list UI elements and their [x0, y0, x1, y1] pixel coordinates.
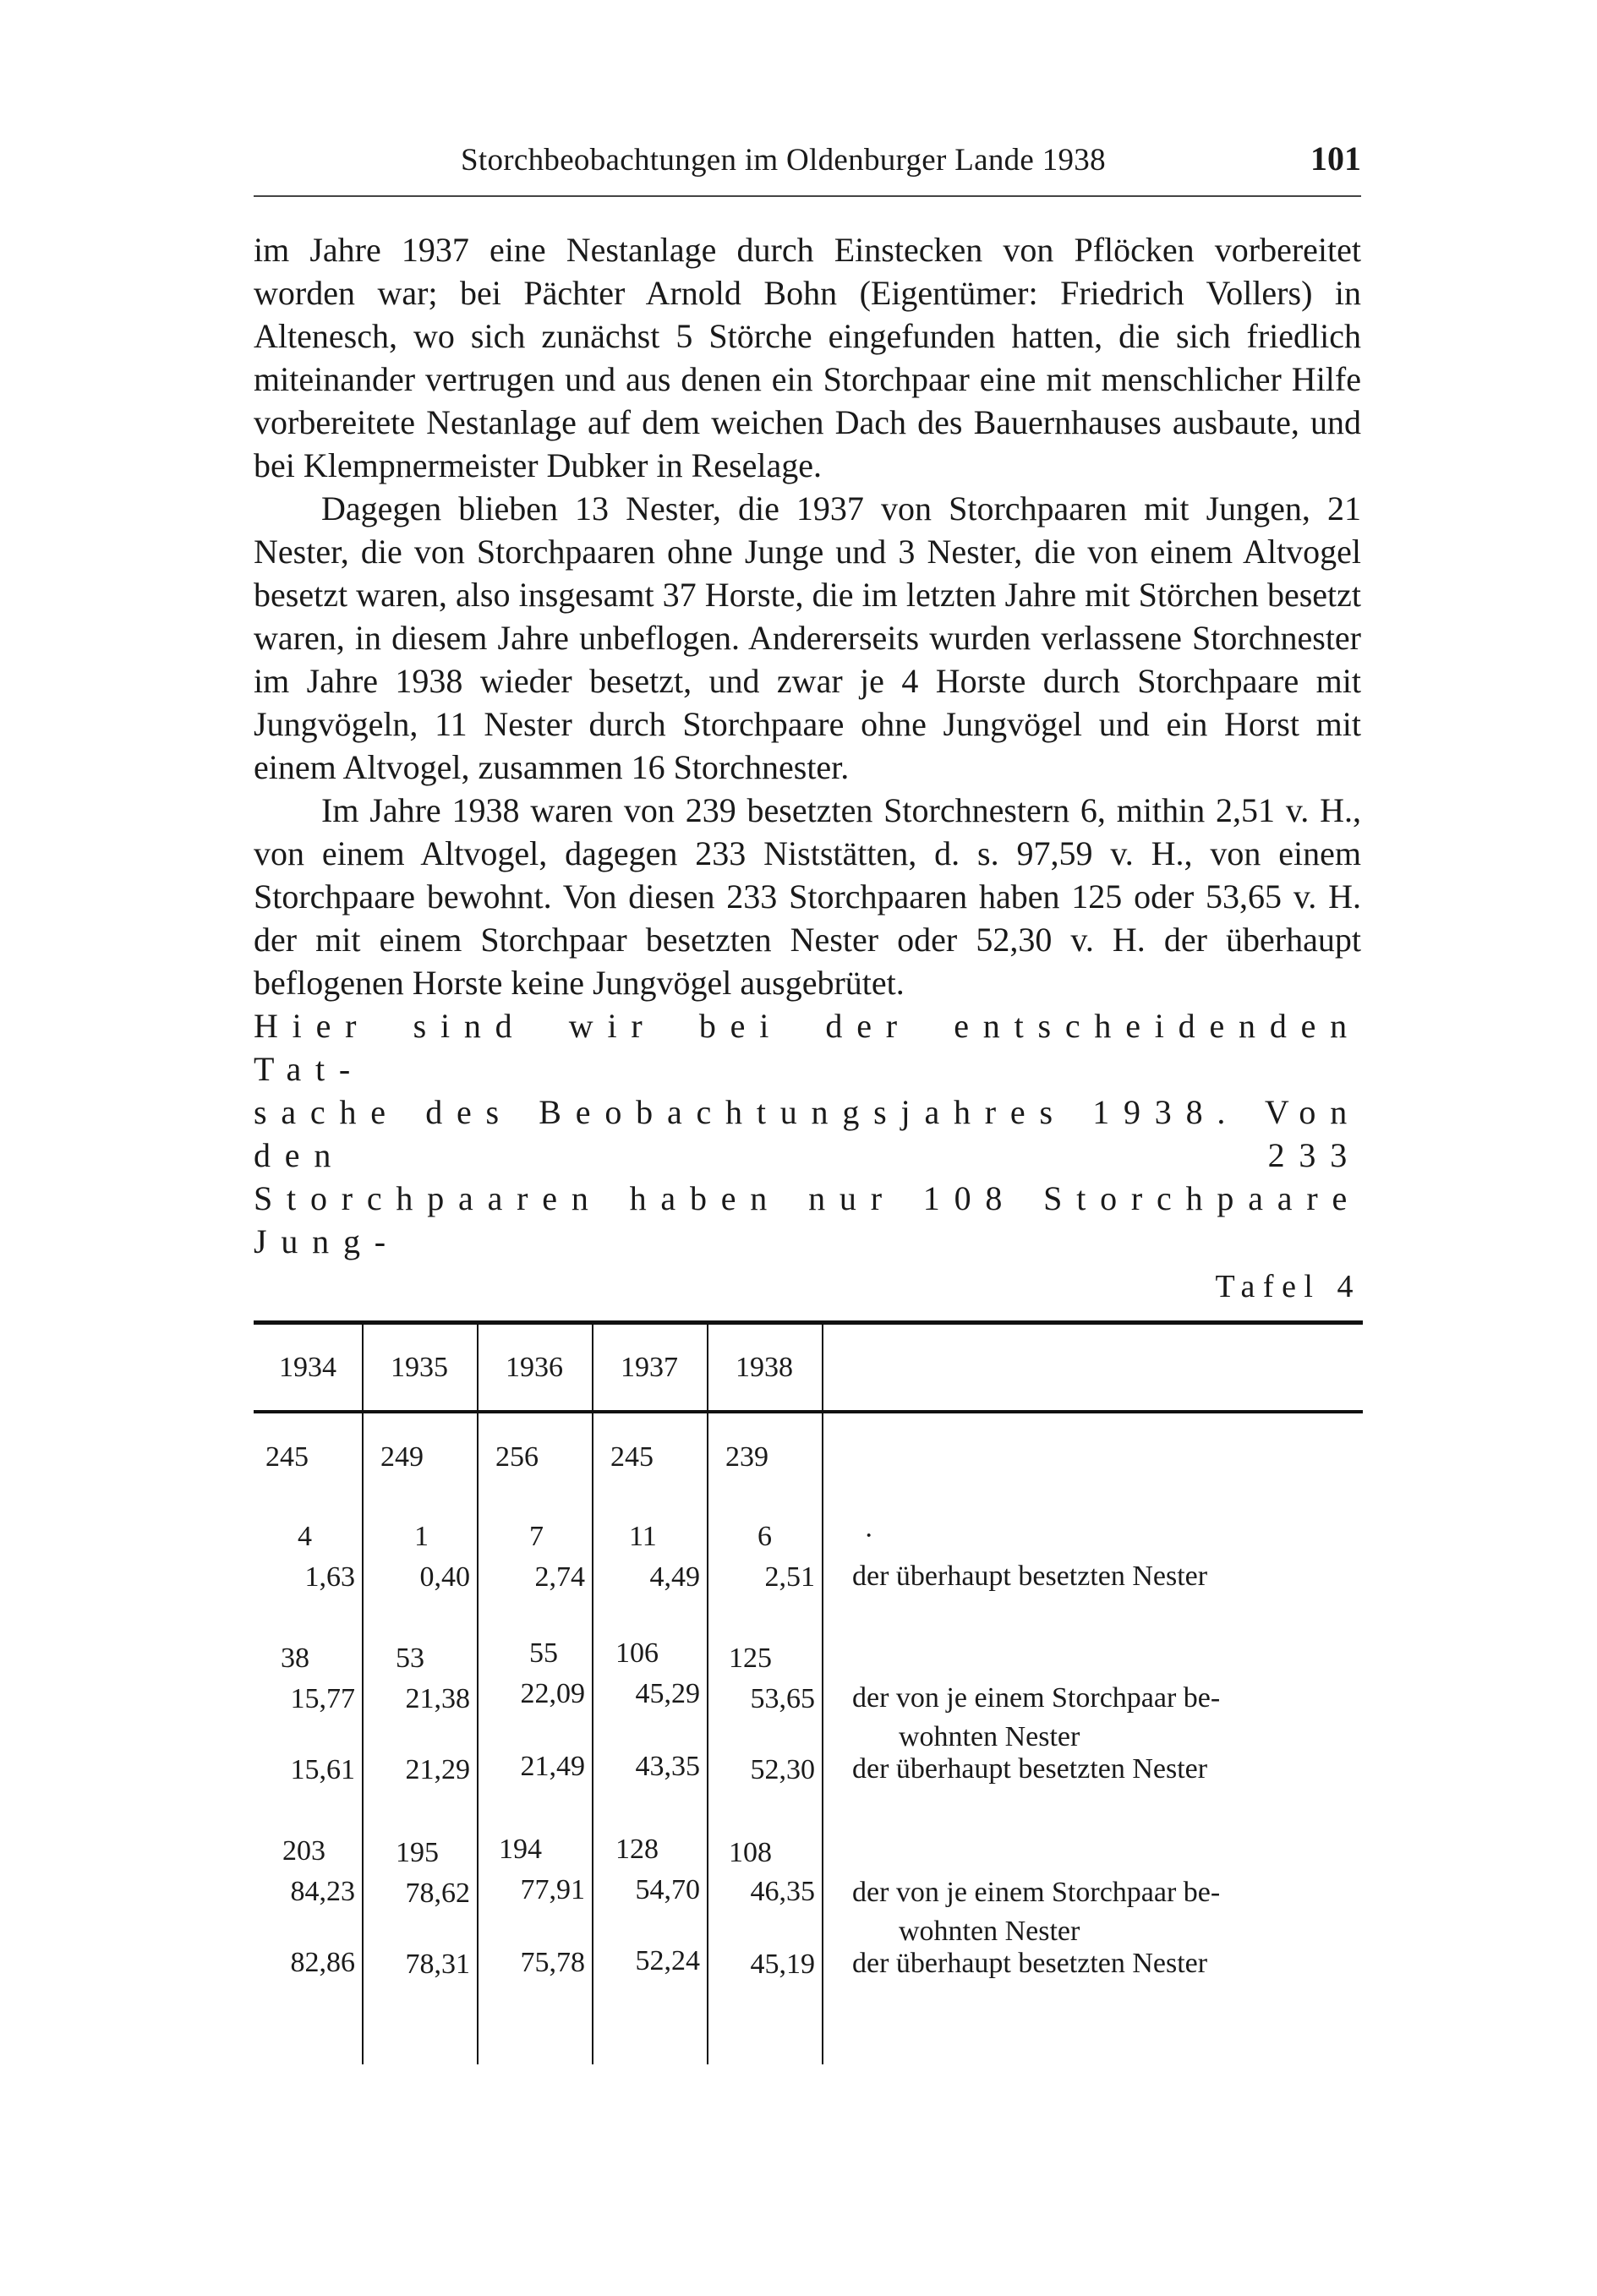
table-cell: 2,74 [534, 1561, 585, 1593]
table-cell: 256 [495, 1441, 539, 1473]
table-cell: 0,40 [419, 1561, 470, 1593]
table-cell: 108 [729, 1837, 772, 1868]
table-header-rule [254, 1410, 1363, 1413]
row-description: der überhaupt besetzten Nester [852, 1753, 1208, 1785]
row-description: der überhaupt besetzten Nester [852, 1561, 1208, 1592]
table-cell: 78,31 [405, 1949, 470, 1980]
body-text [254, 228, 1361, 1263]
row-description-line: wohnten Nester [899, 1721, 1080, 1752]
table-cell: 249 [380, 1441, 424, 1473]
row-description-line: der von je einem Storchpaar be- [852, 1877, 1221, 1908]
vline-b3 [592, 1413, 593, 2064]
page-number: 101 [1310, 139, 1361, 178]
table-cell: 38 [281, 1643, 309, 1674]
table-cell: 4 [298, 1521, 312, 1552]
table-cell: 203 [282, 1835, 325, 1867]
paragraph-1: im Jahre 1937 eine Nestanlage durch Einstecken von Pflöcken vorbereitet worden war; bei Pächter Arnold Bohn (Eigentümer: Friedrich Vollers) in Altenesch, wo sich zunächst 5 Störche eingefunden hatten, die sich friedlich miteinander vertrugen und aus denen ein Storchpaar eine mit menschlicher Hilfe vorbereitete Nestanlage auf dem weichen Dach des Bauernhauses ausbaute, und bei Klempnermeister Dubker in Reselage. [254, 231, 1361, 484]
table-cell: 239 [725, 1441, 768, 1473]
vline-b1 [362, 1413, 364, 2064]
table-cell: 55 [529, 1637, 558, 1669]
paragraph-3-text: Im Jahre 1938 waren von 239 besetzten Storchnestern 6, mithin 2,51 v. H., von einem Altvogel, dagegen 233 Niststätten, d. s. 97,59 v. H., von einem Storchpaare bewohnt. Von diesen 233 Storchpaaren haben 125 oder 53,65 v. H. der mit einem Storchpaar besetzten Nester oder 52,30 v. H. der überhaupt beflogenen Horste keine Jungvögel ausgebrütet. [254, 791, 1361, 1002]
table-cell: 82,86 [290, 1947, 355, 1978]
table-cell: 77,91 [520, 1874, 585, 1905]
table-cell: 1 [414, 1521, 429, 1552]
row-description-line: der von je einem Storchpaar be- [852, 1682, 1221, 1714]
header-rule [254, 195, 1361, 197]
table-caption: Tafel 4 [1215, 1269, 1361, 1304]
table-cell: 84,23 [290, 1876, 355, 1907]
table-cell: 21,49 [520, 1751, 585, 1782]
row-description-line: wohnten Nester [899, 1916, 1080, 1947]
table-cell: 11 [629, 1521, 657, 1552]
vline-b5 [822, 1413, 823, 2064]
year-header: 1934 [279, 1352, 336, 1383]
table-cell: 125 [729, 1643, 772, 1674]
row-description [852, 1873, 1359, 1951]
year-header: 1938 [736, 1352, 793, 1383]
table-cell: 21,29 [405, 1754, 470, 1785]
vline-b2 [477, 1413, 479, 2064]
vline-h5 [822, 1324, 823, 1410]
table-cell: 52,24 [635, 1945, 700, 1976]
spaced-line-2: sache des Beobachtungsjahres 1938. Von den 233 [254, 1093, 1361, 1174]
table-cell: 21,38 [405, 1683, 470, 1714]
table-cell: 195 [396, 1837, 439, 1868]
table-cell: 4,49 [649, 1561, 700, 1593]
table-cell: 194 [499, 1834, 542, 1865]
table-cell: 43,35 [635, 1751, 700, 1782]
vline-b4 [707, 1413, 708, 2064]
paragraph-2: Dagegen blieben 13 Nester, die 1937 von Storchpaaren mit Jungen, 21 Nester, die von Storchpaaren ohne Junge und 3 Nester, die von einem Altvogel besetzt waren, also insgesamt 37 Horste, die im letzten Jahre mit Störchen besetzt waren, in diesem Jahre unbeflogen. Andererseits wurden verlassene Storchnester im Jahre 1938 wieder besetzt, und zwar je 4 Horste durch Storchpaare mit Jungvögeln, 11 Nester durch Storchpaare ohne Jungvögel und ein Horst mit einem Altvogel, zusammen 16 Storchnester. [254, 489, 1361, 786]
year-header: 1937 [621, 1352, 678, 1383]
table-cell: 15,61 [290, 1754, 355, 1785]
table-cell: 75,78 [520, 1947, 585, 1978]
table-cell: 106 [615, 1637, 659, 1669]
spaced-line-3: Storchpaaren haben nur 108 Storchpaare Jung- [254, 1179, 1361, 1260]
row-description: der überhaupt besetzten Nester [852, 1948, 1208, 1979]
table-cell: 6 [757, 1521, 772, 1552]
row-description [852, 1679, 1359, 1757]
table-cell: 46,35 [750, 1876, 815, 1907]
dot-mark: · [864, 1520, 874, 1551]
table-cell: 53,65 [750, 1683, 815, 1714]
year-header: 1935 [391, 1352, 448, 1383]
table-cell: 45,19 [750, 1949, 815, 1980]
table-cell: 53 [396, 1643, 424, 1674]
data-table [254, 1320, 1363, 1997]
table-cell: 52,30 [750, 1754, 815, 1785]
year-header: 1936 [506, 1352, 563, 1383]
table-cell: 78,62 [405, 1878, 470, 1909]
table-cell: 7 [529, 1521, 544, 1552]
table-top-rule [254, 1320, 1363, 1325]
table-cell: 22,09 [520, 1678, 585, 1709]
table-cell: 1,63 [304, 1561, 355, 1593]
table-cell: 54,70 [635, 1874, 700, 1905]
table-cell: 245 [265, 1441, 309, 1473]
table-cell: 45,29 [635, 1678, 700, 1709]
table-cell: 128 [615, 1834, 659, 1865]
paragraph-3 [254, 789, 1361, 1004]
table-cell: 2,51 [764, 1561, 815, 1593]
table-cell: 15,77 [290, 1683, 355, 1714]
running-header [254, 135, 1361, 186]
table-cell: 245 [610, 1441, 654, 1473]
header-title: Storchbeobachtungen im Oldenburger Lande 1938 [461, 143, 1106, 178]
spaced-line-1: Hier sind wir bei der entscheidenden Tat- [254, 1007, 1361, 1088]
